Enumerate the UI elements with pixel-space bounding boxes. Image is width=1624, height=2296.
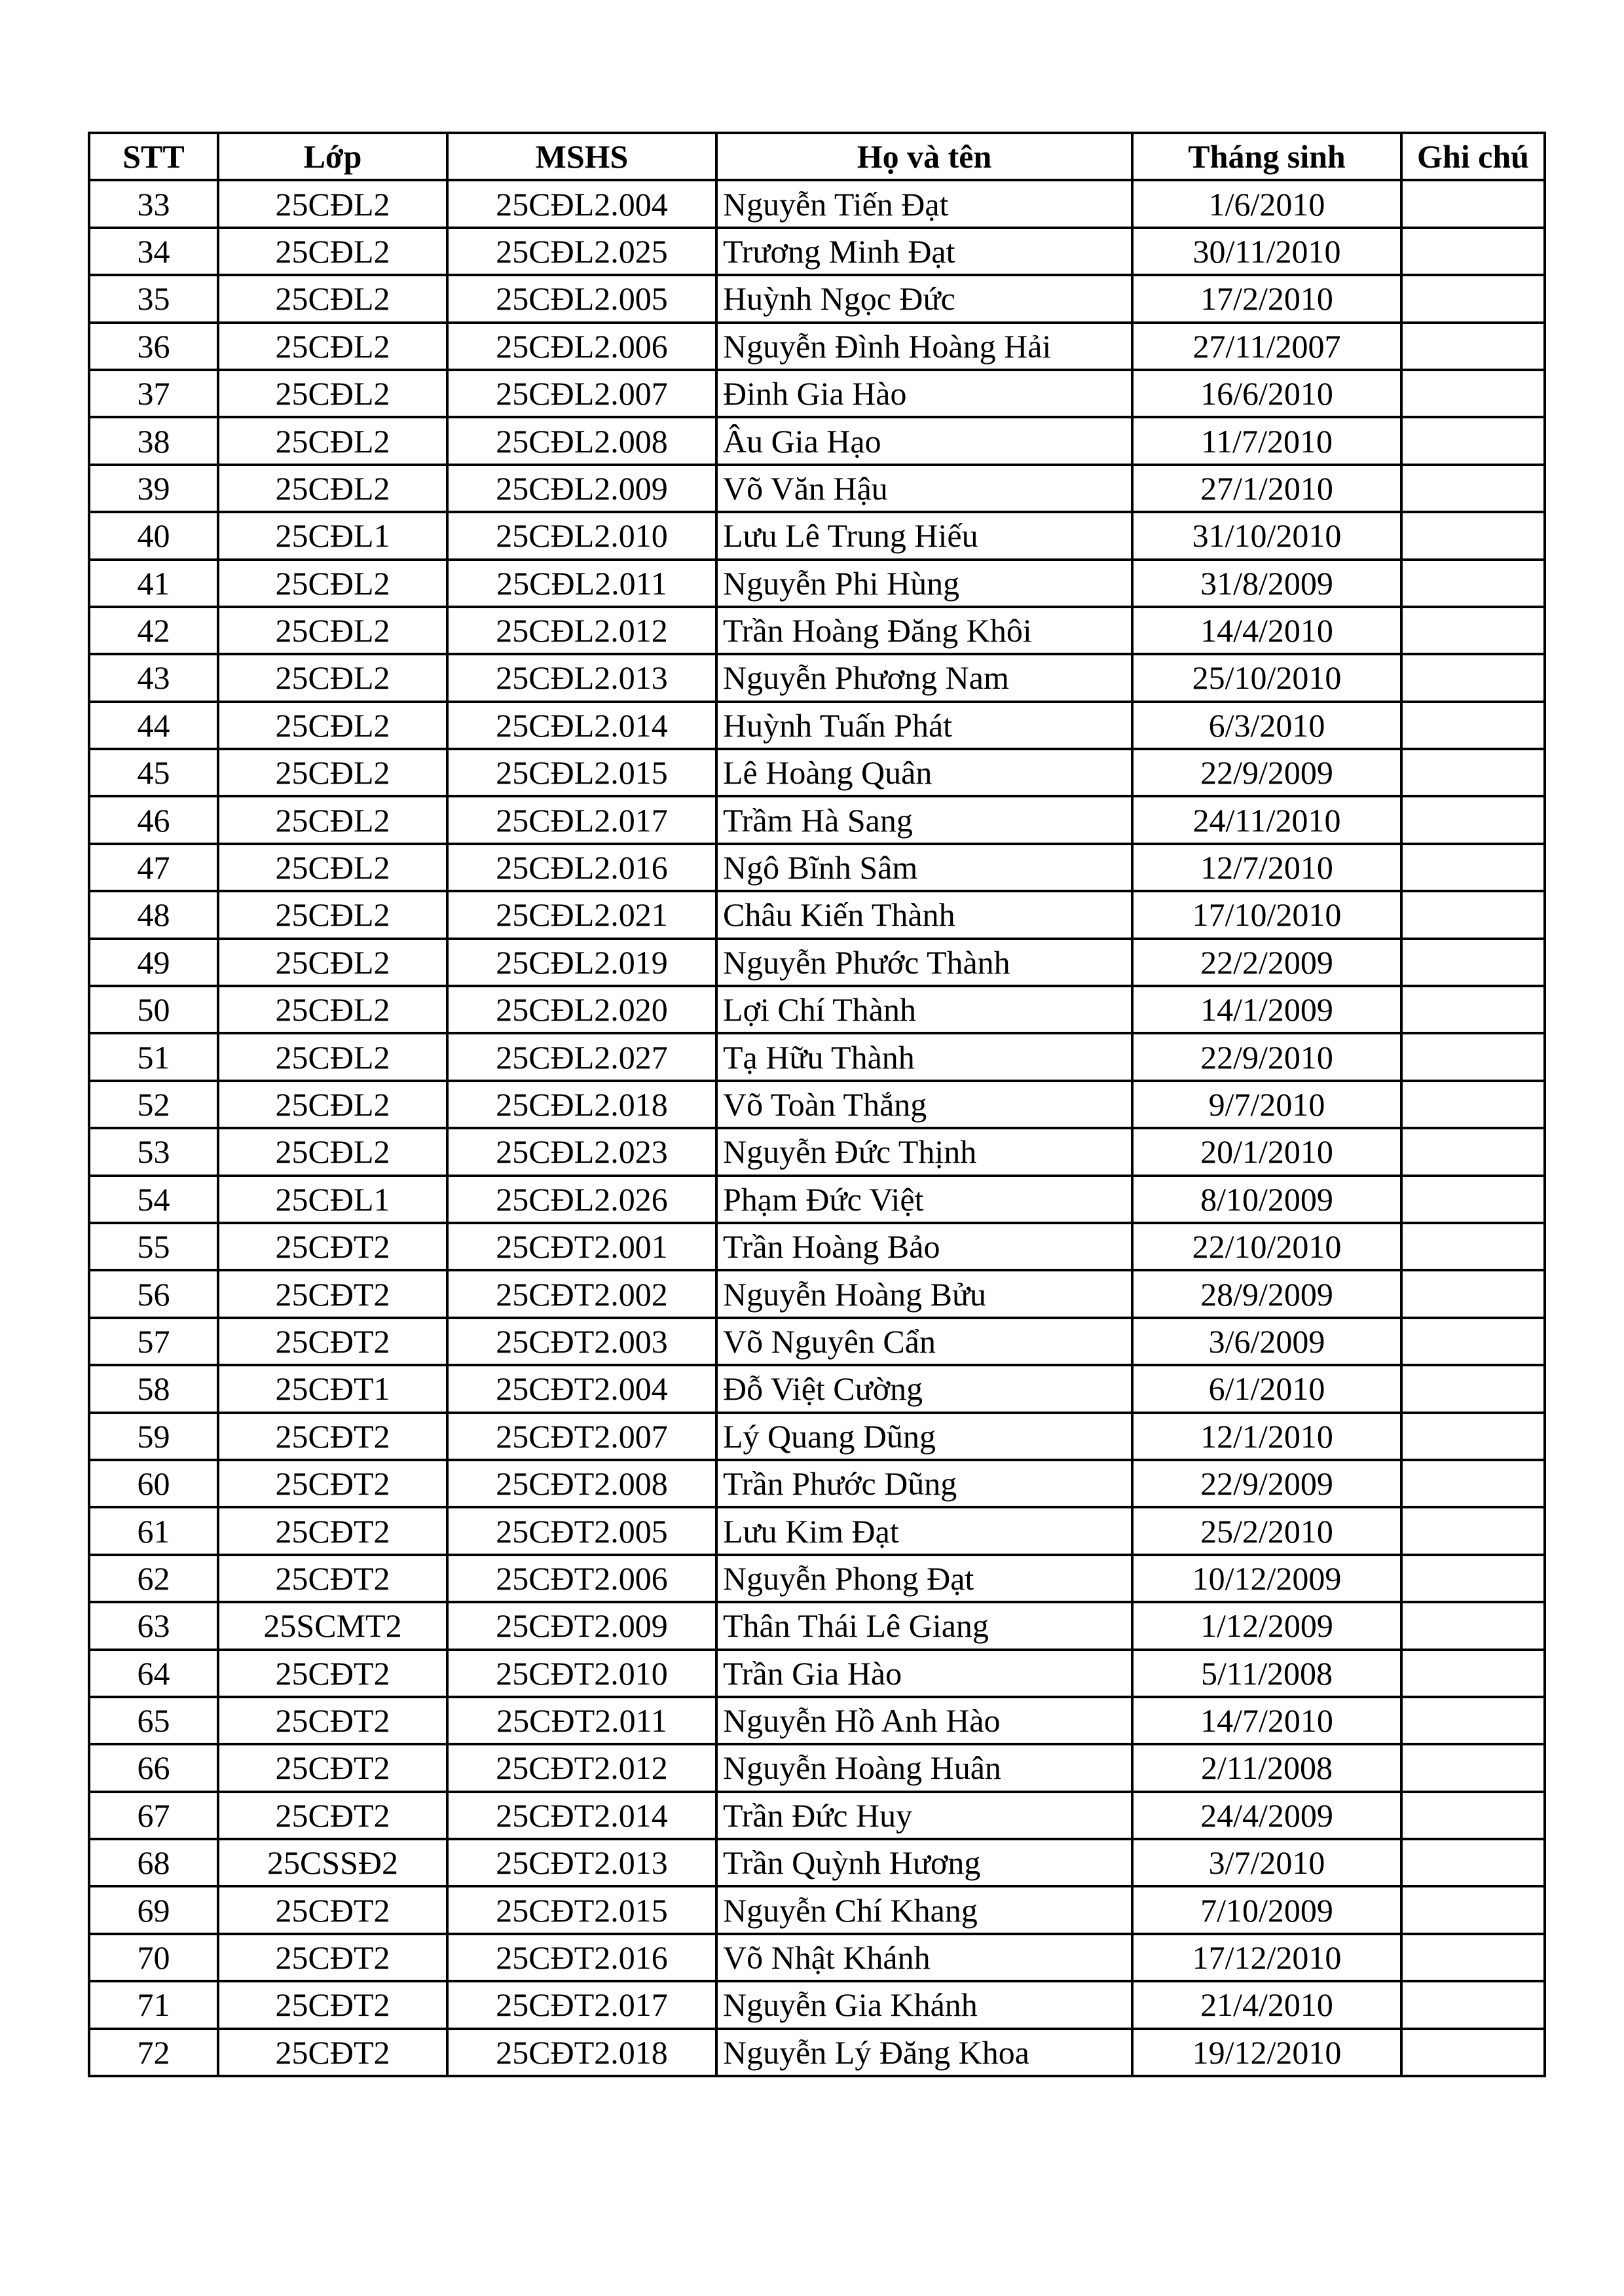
cell-student-id: 25CĐL2.005 [447, 275, 716, 322]
cell-class: 25CĐL2 [218, 1033, 447, 1080]
cell-class: 25CĐL2 [218, 702, 447, 749]
cell-stt: 50 [89, 986, 218, 1033]
cell-stt: 72 [89, 2029, 218, 2076]
cell-class: 25CĐT2 [218, 1270, 447, 1317]
cell-stt: 37 [89, 370, 218, 417]
cell-note [1401, 607, 1545, 654]
cell-class: 25CĐL2 [218, 654, 447, 701]
cell-class: 25CĐT1 [218, 1365, 447, 1412]
table-row [89, 465, 1545, 512]
cell-note [1401, 939, 1545, 986]
cell-note [1401, 844, 1545, 891]
cell-stt: 53 [89, 1128, 218, 1175]
cell-birth-date: 11/7/2010 [1132, 417, 1401, 464]
cell-note [1401, 1460, 1545, 1507]
cell-note [1401, 1365, 1545, 1412]
cell-birth-date: 27/11/2007 [1132, 323, 1401, 370]
cell-note [1401, 2029, 1545, 2076]
cell-full-name: Võ Nguyên Cẩn [716, 1318, 1132, 1365]
cell-class: 25CĐL2 [218, 275, 447, 322]
cell-student-id: 25CĐL2.011 [447, 560, 716, 607]
cell-note [1401, 986, 1545, 1033]
header-stt: STT [89, 133, 218, 180]
cell-birth-date: 22/2/2009 [1132, 939, 1401, 986]
cell-class: 25CĐL2 [218, 417, 447, 464]
cell-full-name: Nguyễn Phi Hùng [716, 560, 1132, 607]
cell-note [1401, 228, 1545, 275]
cell-birth-date: 6/3/2010 [1132, 702, 1401, 749]
cell-stt: 34 [89, 228, 218, 275]
cell-class: 25CĐL1 [218, 1176, 447, 1223]
table-body [89, 180, 1545, 2076]
table-row [89, 228, 1545, 275]
table-row [89, 1365, 1545, 1412]
cell-student-id: 25CĐT2.013 [447, 1839, 716, 1886]
cell-student-id: 25CĐT2.005 [447, 1507, 716, 1554]
table-row [89, 1413, 1545, 1460]
cell-stt: 60 [89, 1460, 218, 1507]
cell-full-name: Nguyễn Hồ Anh Hào [716, 1697, 1132, 1744]
cell-full-name: Châu Kiến Thành [716, 891, 1132, 938]
cell-class: 25CĐL2 [218, 560, 447, 607]
cell-stt: 51 [89, 1033, 218, 1080]
cell-student-id: 25CĐL2.014 [447, 702, 716, 749]
cell-full-name: Lê Hoàng Quân [716, 749, 1132, 796]
header-note: Ghi chú [1401, 133, 1545, 180]
cell-birth-date: 8/10/2009 [1132, 1176, 1401, 1223]
cell-birth-date: 25/10/2010 [1132, 654, 1401, 701]
cell-class: 25CĐT2 [218, 1223, 447, 1270]
cell-class: 25CĐT2 [218, 1650, 447, 1697]
cell-class: 25CĐT2 [218, 1460, 447, 1507]
cell-full-name: Trương Minh Đạt [716, 228, 1132, 275]
cell-student-id: 25CĐL2.021 [447, 891, 716, 938]
cell-student-id: 25CĐT2.014 [447, 1792, 716, 1839]
cell-full-name: Nguyễn Phước Thành [716, 939, 1132, 986]
cell-stt: 49 [89, 939, 218, 986]
header-birth-date: Tháng sinh [1132, 133, 1401, 180]
cell-class: 25CĐT2 [218, 1413, 447, 1460]
cell-birth-date: 28/9/2009 [1132, 1270, 1401, 1317]
cell-stt: 46 [89, 796, 218, 843]
cell-student-id: 25CĐL2.007 [447, 370, 716, 417]
cell-class: 25CĐT2 [218, 1744, 447, 1791]
cell-birth-date: 22/9/2009 [1132, 749, 1401, 796]
table-row [89, 796, 1545, 843]
cell-birth-date: 31/8/2009 [1132, 560, 1401, 607]
cell-student-id: 25CĐT2.012 [447, 1744, 716, 1791]
cell-note [1401, 1223, 1545, 1270]
cell-birth-date: 24/4/2009 [1132, 1792, 1401, 1839]
cell-class: 25CĐT2 [218, 1792, 447, 1839]
cell-note [1401, 702, 1545, 749]
cell-student-id: 25CĐL2.010 [447, 512, 716, 559]
cell-full-name: Nguyễn Phong Đạt [716, 1555, 1132, 1602]
cell-student-id: 25CĐL2.019 [447, 939, 716, 986]
table-row [89, 1744, 1545, 1791]
cell-class: 25CĐL2 [218, 986, 447, 1033]
table-row [89, 1697, 1545, 1744]
table-row [89, 1223, 1545, 1270]
cell-stt: 47 [89, 844, 218, 891]
cell-birth-date: 5/11/2008 [1132, 1650, 1401, 1697]
cell-full-name: Trần Quỳnh Hương [716, 1839, 1132, 1886]
cell-class: 25CĐT2 [218, 1981, 447, 2028]
table-row [89, 323, 1545, 370]
cell-class: 25CĐT2 [218, 1697, 447, 1744]
cell-birth-date: 3/6/2009 [1132, 1318, 1401, 1365]
table-row [89, 1507, 1545, 1554]
table-row [89, 1318, 1545, 1365]
cell-class: 25CĐT2 [218, 1507, 447, 1554]
cell-birth-date: 17/10/2010 [1132, 891, 1401, 938]
cell-student-id: 25CĐT2.015 [447, 1886, 716, 1933]
cell-full-name: Nguyễn Hoàng Bửu [716, 1270, 1132, 1317]
cell-birth-date: 14/1/2009 [1132, 986, 1401, 1033]
cell-birth-date: 10/12/2009 [1132, 1555, 1401, 1602]
table-row [89, 1792, 1545, 1839]
cell-full-name: Nguyễn Hoàng Huân [716, 1744, 1132, 1791]
cell-full-name: Nguyễn Chí Khang [716, 1886, 1132, 1933]
header-full-name: Họ và tên [716, 133, 1132, 180]
cell-stt: 42 [89, 607, 218, 654]
cell-student-id: 25CĐL2.008 [447, 417, 716, 464]
cell-full-name: Trần Hoàng Bảo [716, 1223, 1132, 1270]
cell-full-name: Lưu Kim Đạt [716, 1507, 1132, 1554]
cell-student-id: 25CĐL2.015 [447, 749, 716, 796]
cell-stt: 38 [89, 417, 218, 464]
cell-stt: 52 [89, 1081, 218, 1128]
cell-student-id: 25CĐL2.017 [447, 796, 716, 843]
table-row [89, 749, 1545, 796]
cell-note [1401, 1033, 1545, 1080]
cell-note [1401, 1507, 1545, 1554]
table-row [89, 986, 1545, 1033]
table-row [89, 1176, 1545, 1223]
cell-note [1401, 1176, 1545, 1223]
cell-class: 25CĐT2 [218, 1886, 447, 1933]
table-row [89, 1460, 1545, 1507]
cell-student-id: 25CĐL2.023 [447, 1128, 716, 1175]
cell-class: 25CĐL2 [218, 939, 447, 986]
cell-note [1401, 323, 1545, 370]
cell-note [1401, 180, 1545, 227]
cell-full-name: Trầm Hà Sang [716, 796, 1132, 843]
cell-note [1401, 1981, 1545, 2028]
cell-stt: 59 [89, 1413, 218, 1460]
cell-full-name: Nguyễn Gia Khánh [716, 1981, 1132, 2028]
header-student-id: MSHS [447, 133, 716, 180]
cell-student-id: 25CĐT2.009 [447, 1602, 716, 1649]
cell-student-id: 25CĐT2.010 [447, 1650, 716, 1697]
cell-stt: 71 [89, 1981, 218, 2028]
cell-full-name: Nguyễn Tiến Đạt [716, 180, 1132, 227]
cell-note [1401, 654, 1545, 701]
table-row [89, 1934, 1545, 1981]
cell-student-id: 25CĐT2.016 [447, 1934, 716, 1981]
cell-stt: 69 [89, 1886, 218, 1933]
cell-class: 25CĐL2 [218, 323, 447, 370]
cell-birth-date: 22/9/2010 [1132, 1033, 1401, 1080]
table-row [89, 1033, 1545, 1080]
cell-class: 25CĐL2 [218, 1081, 447, 1128]
cell-note [1401, 465, 1545, 512]
cell-note [1401, 370, 1545, 417]
cell-stt: 54 [89, 1176, 218, 1223]
table-row [89, 1270, 1545, 1317]
table-row [89, 607, 1545, 654]
cell-student-id: 25CĐT2.018 [447, 2029, 716, 2076]
table-row [89, 702, 1545, 749]
cell-class: 25CĐL2 [218, 749, 447, 796]
cell-stt: 58 [89, 1365, 218, 1412]
cell-birth-date: 22/10/2010 [1132, 1223, 1401, 1270]
cell-full-name: Nguyễn Phương Nam [716, 654, 1132, 701]
cell-stt: 39 [89, 465, 218, 512]
cell-full-name: Trần Hoàng Đăng Khôi [716, 607, 1132, 654]
cell-note [1401, 417, 1545, 464]
cell-full-name: Võ Nhật Khánh [716, 1934, 1132, 1981]
cell-full-name: Thân Thái Lê Giang [716, 1602, 1132, 1649]
cell-note [1401, 1792, 1545, 1839]
cell-birth-date: 9/7/2010 [1132, 1081, 1401, 1128]
cell-note [1401, 796, 1545, 843]
cell-birth-date: 30/11/2010 [1132, 228, 1401, 275]
cell-stt: 65 [89, 1697, 218, 1744]
cell-full-name: Nguyễn Đình Hoàng Hải [716, 323, 1132, 370]
cell-stt: 43 [89, 654, 218, 701]
cell-stt: 48 [89, 891, 218, 938]
cell-class: 25CĐL2 [218, 180, 447, 227]
cell-class: 25CĐL1 [218, 512, 447, 559]
cell-full-name: Lưu Lê Trung Hiếu [716, 512, 1132, 559]
cell-birth-date: 14/7/2010 [1132, 1697, 1401, 1744]
cell-note [1401, 1081, 1545, 1128]
cell-note [1401, 1650, 1545, 1697]
cell-birth-date: 27/1/2010 [1132, 465, 1401, 512]
cell-stt: 35 [89, 275, 218, 322]
header-class: Lớp [218, 133, 447, 180]
cell-birth-date: 1/6/2010 [1132, 180, 1401, 227]
cell-student-id: 25CĐL2.018 [447, 1081, 716, 1128]
cell-class: 25CĐL2 [218, 844, 447, 891]
cell-class: 25CĐL2 [218, 1128, 447, 1175]
cell-note [1401, 1270, 1545, 1317]
cell-birth-date: 2/11/2008 [1132, 1744, 1401, 1791]
cell-birth-date: 12/7/2010 [1132, 844, 1401, 891]
cell-stt: 45 [89, 749, 218, 796]
cell-student-id: 25CĐT2.003 [447, 1318, 716, 1365]
table-row [89, 891, 1545, 938]
cell-full-name: Võ Toàn Thắng [716, 1081, 1132, 1128]
cell-stt: 68 [89, 1839, 218, 1886]
cell-full-name: Nguyễn Đức Thịnh [716, 1128, 1132, 1175]
cell-class: 25SCMT2 [218, 1602, 447, 1649]
cell-student-id: 25CĐL2.009 [447, 465, 716, 512]
cell-note [1401, 1602, 1545, 1649]
cell-note [1401, 1744, 1545, 1791]
cell-student-id: 25CĐT2.017 [447, 1981, 716, 2028]
cell-stt: 57 [89, 1318, 218, 1365]
cell-birth-date: 3/7/2010 [1132, 1839, 1401, 1886]
cell-full-name: Tạ Hữu Thành [716, 1033, 1132, 1080]
cell-stt: 64 [89, 1650, 218, 1697]
cell-full-name: Đỗ Việt Cường [716, 1365, 1132, 1412]
table-row [89, 1839, 1545, 1886]
cell-note [1401, 512, 1545, 559]
cell-student-id: 25CĐT2.002 [447, 1270, 716, 1317]
table-row [89, 275, 1545, 322]
cell-full-name: Âu Gia Hạo [716, 417, 1132, 464]
cell-stt: 36 [89, 323, 218, 370]
cell-birth-date: 6/1/2010 [1132, 1365, 1401, 1412]
cell-birth-date: 12/1/2010 [1132, 1413, 1401, 1460]
cell-student-id: 25CĐL2.013 [447, 654, 716, 701]
cell-birth-date: 21/4/2010 [1132, 1981, 1401, 2028]
cell-note [1401, 891, 1545, 938]
cell-full-name: Đinh Gia Hào [716, 370, 1132, 417]
cell-class: 25CĐT2 [218, 1555, 447, 1602]
cell-stt: 70 [89, 1934, 218, 1981]
cell-student-id: 25CĐT2.001 [447, 1223, 716, 1270]
cell-student-id: 25CĐT2.008 [447, 1460, 716, 1507]
table-row [89, 1128, 1545, 1175]
cell-note [1401, 1934, 1545, 1981]
cell-class: 25CSSĐ2 [218, 1839, 447, 1886]
cell-stt: 40 [89, 512, 218, 559]
student-list-table [88, 132, 1546, 2077]
cell-note [1401, 1697, 1545, 1744]
cell-class: 25CĐL2 [218, 465, 447, 512]
cell-class: 25CĐL2 [218, 228, 447, 275]
cell-full-name: Ngô Bĩnh Sâm [716, 844, 1132, 891]
cell-student-id: 25CĐL2.016 [447, 844, 716, 891]
cell-note [1401, 1555, 1545, 1602]
cell-birth-date: 25/2/2010 [1132, 1507, 1401, 1554]
cell-note [1401, 1839, 1545, 1886]
cell-note [1401, 1318, 1545, 1365]
cell-full-name: Lý Quang Dũng [716, 1413, 1132, 1460]
cell-birth-date: 22/9/2009 [1132, 1460, 1401, 1507]
cell-full-name: Huỳnh Tuấn Phát [716, 702, 1132, 749]
cell-birth-date: 20/1/2010 [1132, 1128, 1401, 1175]
cell-full-name: Nguyễn Lý Đăng Khoa [716, 2029, 1132, 2076]
table-row [89, 512, 1545, 559]
cell-full-name: Võ Văn Hậu [716, 465, 1132, 512]
cell-birth-date: 31/10/2010 [1132, 512, 1401, 559]
cell-note [1401, 560, 1545, 607]
cell-note [1401, 1413, 1545, 1460]
cell-birth-date: 16/6/2010 [1132, 370, 1401, 417]
cell-full-name: Trần Phước Dũng [716, 1460, 1132, 1507]
cell-stt: 63 [89, 1602, 218, 1649]
table-row [89, 417, 1545, 464]
cell-birth-date: 19/12/2010 [1132, 2029, 1401, 2076]
cell-full-name: Huỳnh Ngọc Đức [716, 275, 1132, 322]
cell-birth-date: 17/2/2010 [1132, 275, 1401, 322]
table-row [89, 1081, 1545, 1128]
table-row [89, 370, 1545, 417]
cell-student-id: 25CĐT2.004 [447, 1365, 716, 1412]
cell-note [1401, 749, 1545, 796]
cell-stt: 56 [89, 1270, 218, 1317]
cell-birth-date: 17/12/2010 [1132, 1934, 1401, 1981]
cell-full-name: Trần Đức Huy [716, 1792, 1132, 1839]
cell-note [1401, 275, 1545, 322]
cell-class: 25CĐT2 [218, 1318, 447, 1365]
cell-birth-date: 7/10/2009 [1132, 1886, 1401, 1933]
cell-note [1401, 1128, 1545, 1175]
cell-class: 25CĐT2 [218, 1934, 447, 1981]
cell-note [1401, 1886, 1545, 1933]
cell-student-id: 25CĐT2.011 [447, 1697, 716, 1744]
cell-student-id: 25CĐL2.004 [447, 180, 716, 227]
cell-student-id: 25CĐL2.006 [447, 323, 716, 370]
table-row [89, 654, 1545, 701]
cell-class: 25CĐT2 [218, 2029, 447, 2076]
table-row [89, 1650, 1545, 1697]
cell-stt: 67 [89, 1792, 218, 1839]
cell-birth-date: 1/12/2009 [1132, 1602, 1401, 1649]
cell-student-id: 25CĐL2.025 [447, 228, 716, 275]
table-row [89, 844, 1545, 891]
table-row [89, 1886, 1545, 1933]
cell-full-name: Lợi Chí Thành [716, 986, 1132, 1033]
cell-stt: 55 [89, 1223, 218, 1270]
header-row [89, 133, 1545, 180]
cell-student-id: 25CĐL2.027 [447, 1033, 716, 1080]
table-row [89, 1602, 1545, 1649]
cell-birth-date: 14/4/2010 [1132, 607, 1401, 654]
cell-stt: 44 [89, 702, 218, 749]
table-row [89, 939, 1545, 986]
cell-stt: 33 [89, 180, 218, 227]
cell-class: 25CĐL2 [218, 796, 447, 843]
cell-stt: 66 [89, 1744, 218, 1791]
cell-student-id: 25CĐL2.020 [447, 986, 716, 1033]
cell-full-name: Phạm Đức Việt [716, 1176, 1132, 1223]
table-row [89, 2029, 1545, 2076]
cell-birth-date: 24/11/2010 [1132, 796, 1401, 843]
cell-stt: 62 [89, 1555, 218, 1602]
cell-full-name: Trần Gia Hào [716, 1650, 1132, 1697]
table-row [89, 1555, 1545, 1602]
cell-student-id: 25CĐT2.006 [447, 1555, 716, 1602]
cell-student-id: 25CĐT2.007 [447, 1413, 716, 1460]
cell-student-id: 25CĐL2.026 [447, 1176, 716, 1223]
cell-class: 25CĐL2 [218, 891, 447, 938]
cell-stt: 61 [89, 1507, 218, 1554]
cell-stt: 41 [89, 560, 218, 607]
cell-class: 25CĐL2 [218, 607, 447, 654]
cell-class: 25CĐL2 [218, 370, 447, 417]
table-row [89, 560, 1545, 607]
table-row [89, 180, 1545, 227]
table-row [89, 1981, 1545, 2028]
cell-student-id: 25CĐL2.012 [447, 607, 716, 654]
